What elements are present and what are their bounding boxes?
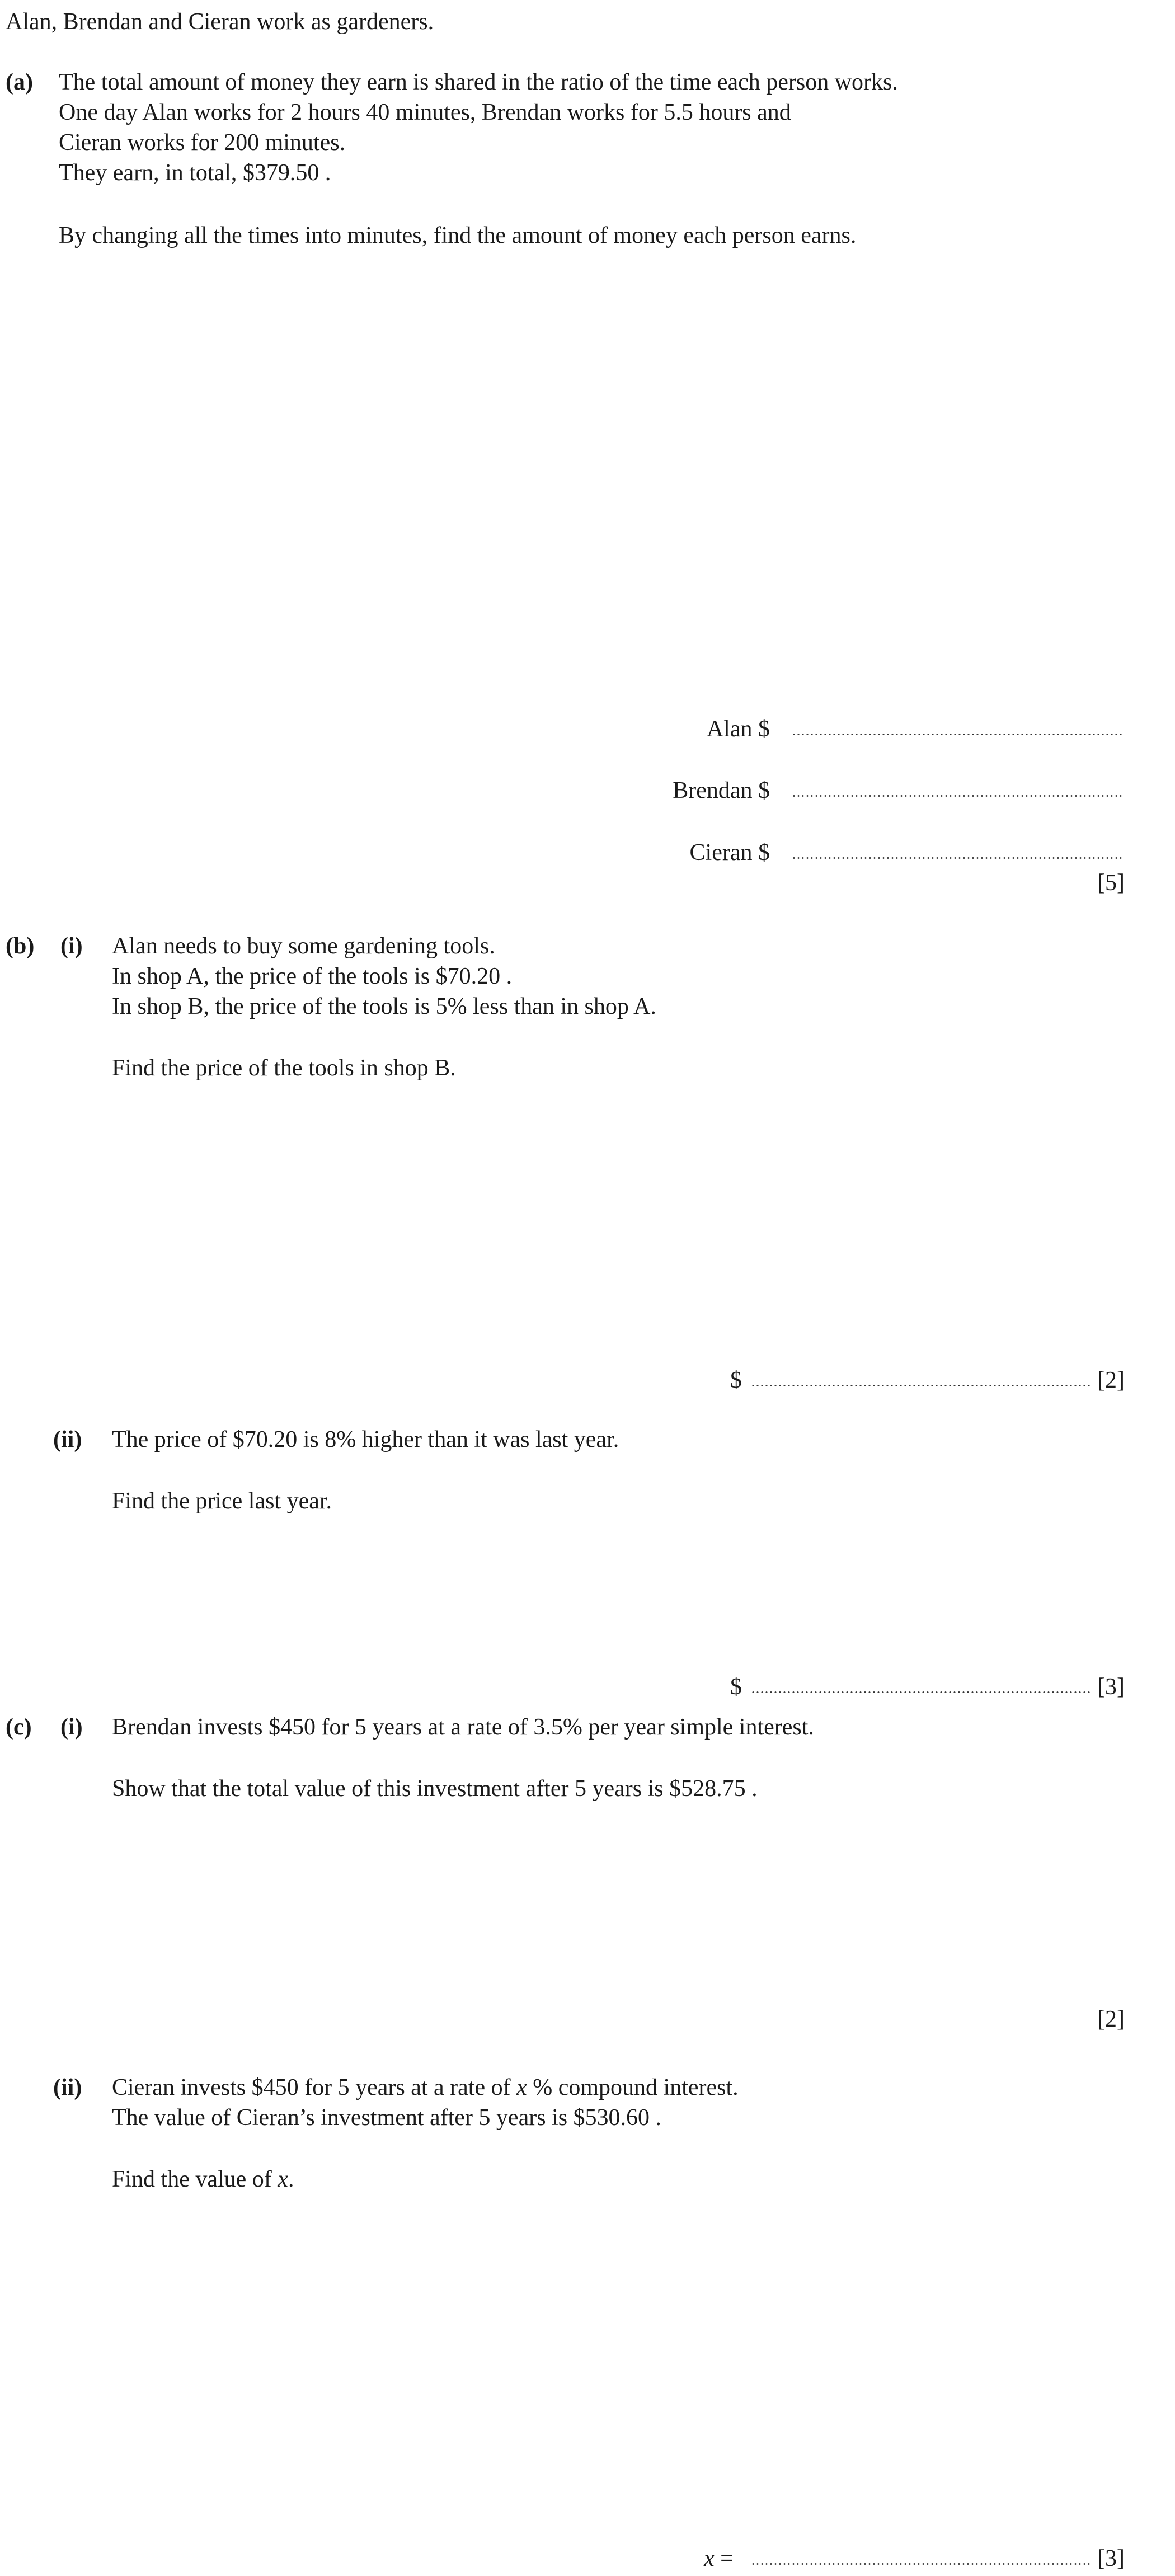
part-c-i-instruction: Show that the total value of this investment after 5 years is $528.75 . [112, 1776, 758, 1802]
equals-sign: = [714, 2546, 734, 2572]
answer-line-b-i[interactable] [751, 1385, 1090, 1386]
part-c-i-label: (i) [60, 1714, 83, 1740]
part-b-label: (b) [6, 933, 35, 959]
part-a-line: The total amount of money they earn is shared in the ratio of the time each person works. [59, 69, 898, 95]
marks-c-ii: [3] [1097, 2546, 1125, 2572]
answer-label-b-i: $ [730, 1367, 742, 1393]
part-c-ii-line-post: % compound interest. [527, 2075, 739, 2100]
part-c-ii-line [112, 2076, 739, 2099]
part-c-ii-instruction-pre: Find the value of [112, 2166, 278, 2192]
part-c-label: (c) [6, 1714, 32, 1740]
variable-x: x [704, 2546, 715, 2572]
answer-line-cieran[interactable] [792, 857, 1123, 859]
variable-x: x [516, 2075, 527, 2100]
part-c-ii-instruction [112, 2168, 294, 2191]
answer-line-brendan[interactable] [792, 795, 1123, 797]
part-c-i-line: Brendan invests $450 for 5 years at a rate of 3.5% per year simple interest. [112, 1714, 814, 1740]
part-a-line: Cieran works for 200 minutes. [59, 130, 346, 156]
part-b-ii-line: The price of $70.20 is 8% higher than it was last year. [112, 1427, 619, 1452]
part-c-ii-label: (ii) [53, 2075, 82, 2100]
part-b-i-instruction: Find the price of the tools in shop B. [112, 1055, 456, 1081]
part-b-i-line: In shop B, the price of the tools is 5% less than in shop A. [112, 994, 656, 1019]
part-c-ii-instruction-post: . [288, 2166, 294, 2192]
part-b-i-line: In shop A, the price of the tools is $70.20 . [112, 963, 513, 989]
part-b-ii-label: (ii) [53, 1427, 82, 1452]
variable-x: x [278, 2166, 288, 2192]
answer-label-alan: Alan $ [706, 716, 770, 742]
answer-line-alan[interactable] [792, 734, 1123, 735]
part-c-ii-line: The value of Cieran’s investment after 5 years is $530.60 . [112, 2105, 662, 2131]
part-c-ii-line-pre: Cieran invests $450 for 5 years at a rate of [112, 2075, 517, 2100]
answer-label-b-ii: $ [730, 1674, 742, 1700]
marks-a: [5] [1097, 870, 1125, 896]
answer-label-cieran: Cieran $ [689, 840, 770, 866]
part-a-label: (a) [6, 69, 33, 95]
part-b-ii-instruction: Find the price last year. [112, 1488, 332, 1514]
marks-b-ii: [3] [1097, 1674, 1125, 1700]
marks-b-i: [2] [1097, 1367, 1125, 1393]
answer-label-brendan: Brendan $ [673, 778, 770, 803]
marks-c-i: [2] [1097, 2006, 1125, 2032]
answer-label-c-ii [704, 2547, 734, 2570]
answer-line-c-ii[interactable] [751, 2563, 1090, 2565]
part-b-i-line: Alan needs to buy some gardening tools. [112, 933, 495, 959]
part-b-i-label: (i) [60, 933, 83, 959]
answer-line-b-ii[interactable] [751, 1691, 1090, 1693]
intro-text: Alan, Brendan and Cieran work as gardeners. [6, 9, 434, 35]
part-a-instruction: By changing all the times into minutes, find the amount of money each person earns. [59, 223, 857, 248]
part-a-line: They earn, in total, $379.50 . [59, 160, 331, 186]
part-a-line: One day Alan works for 2 hours 40 minutes, Brendan works for 5.5 hours and [59, 100, 791, 125]
